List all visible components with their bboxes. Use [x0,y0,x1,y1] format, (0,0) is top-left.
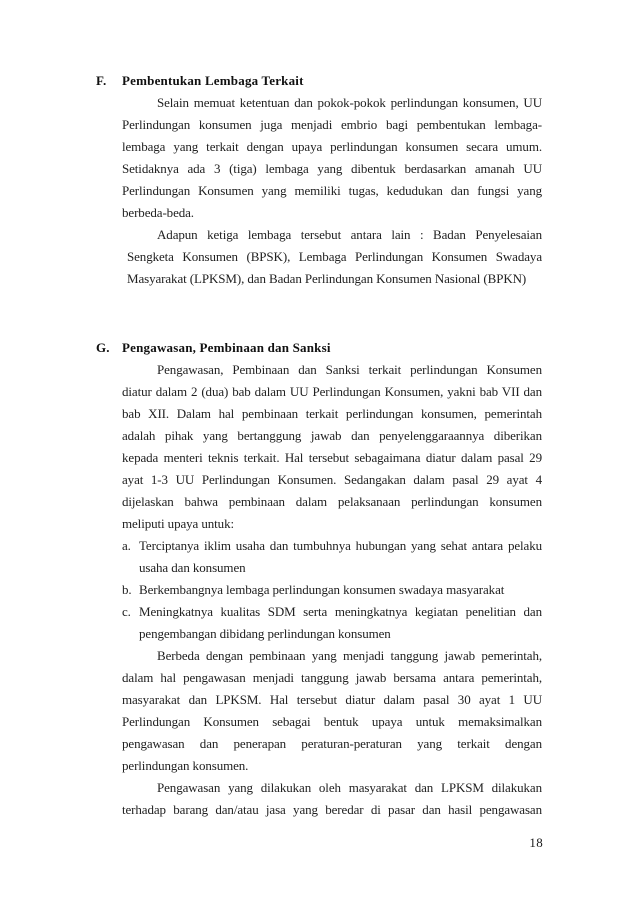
text-line: Perlindungan Konsumen yang memiliki tugas, kedudukan dan fungsi yang [122,183,542,198]
section-label: G. [96,340,110,355]
list-item-text [139,535,542,579]
ordered-list [122,535,542,645]
page-number: 18 [529,835,543,850]
text-line: pengembangan dibidang perlindungan konsumen [139,626,391,641]
list-item-text [139,579,542,601]
text-line: kepada menteri teknis terkait. Hal tersebut sebagaimana diatur dalam pasal 29 [122,450,542,465]
section-f [96,70,542,290]
list-marker: c. [122,604,131,619]
paragraph [122,359,542,535]
text-line: perlindungan konsumen. [122,758,249,773]
list-item [122,579,542,601]
text-line: Perlindungan Konsumen sebagai bentuk upaya untuk memaksimalkan [122,714,542,729]
section-label: F. [96,73,107,88]
section-title: Pengawasan, Pembinaan dan Sanksi [122,340,331,355]
text-line: Pengawasan yang dilakukan oleh masyarakat dan LPKSM dilakukan [157,780,542,795]
text-line: Selain memuat ketentuan dan pokok-pokok perlindungan konsumen, UU [157,95,542,110]
list-item-text [139,601,542,645]
text-line: Meningkatnya kualitas SDM serta meningkatnya kegiatan penelitian dan [139,604,542,619]
text-line: usaha dan konsumen [139,560,246,575]
text-line: masyarakat dan LPKSM. Hal tersebut diatur dalam pasal 30 ayat 1 UU [122,692,542,707]
text-line: dalam hal pengawasan menjadi tanggung jawab bersama antara pemerintah, [122,670,542,685]
section-title: Pembentukan Lembaga Terkait [122,73,304,88]
section-heading [96,337,542,359]
text-line: pengawasan dan penerapan peraturan-peraturan yang terkait dengan [122,736,542,751]
text-line: meliputi upaya untuk: [122,516,234,531]
text-line: berbeda-beda. [122,205,194,220]
paragraph [122,645,542,777]
text-line: lembaga yang terkait dengan upaya perlindungan konsumen secara umum. [122,139,542,154]
text-line: adalah pihak yang bertanggung jawab dan penyelenggaraannya diberikan [122,428,542,443]
text-line: Pengawasan, Pembinaan dan Sanksi terkait perlindungan Konsumen [157,362,542,377]
paragraph [122,777,542,821]
text-line: Masyarakat (LPKSM), dan Badan Perlindungan Konsumen Nasional (BPKN) [127,271,527,286]
text-line: terhadap barang dan/atau jasa yang beredar di pasar dan hasil pengawasan [122,802,542,817]
text-line: bab XII. Dalam hal pembinaan terkait perlindungan konsumen, pemerintah [122,406,542,421]
paragraph [122,224,542,290]
text-line: Setidaknya ada 3 (tiga) lembaga yang dibentuk berdasarkan amanah UU [122,161,542,176]
text-line: diatur dalam 2 (dua) bab dalam UU Perlindungan Konsumen, yakni bab VII dan [122,384,542,399]
paragraph [122,92,542,224]
text-line: dijelaskan bahwa pembinaan dalam pelaksanaan perlindungan konsumen [122,494,542,509]
text-line: Perlindungan konsumen juga menjadi embrio bagi pembentukan lembaga- [122,117,542,132]
section-g [96,337,542,821]
text-line: ayat 1-3 UU Perlindungan Konsumen. Sedangakan dalam pasal 29 ayat 4 [122,472,542,487]
text-line: Sengketa Konsumen (BPSK), Lembaga Perlindungan Konsumen Swadaya [127,249,542,264]
section-heading [96,70,542,92]
page-content [96,70,542,821]
list-item [122,601,542,645]
text-line: Adapun ketiga lembaga tersebut antara lain : Badan Penyelesaian [157,227,542,242]
text-line: Berbeda dengan pembinaan yang menjadi tanggung jawab pemerintah, [157,648,542,663]
text-line: Berkembangnya lembaga perlindungan konsumen swadaya masyarakat [139,582,505,597]
text-line: Terciptanya iklim usaha dan tumbuhnya hubungan yang sehat antara pelaku [139,538,542,553]
list-marker: b. [122,582,132,597]
list-marker: a. [122,538,131,553]
list-item [122,535,542,579]
